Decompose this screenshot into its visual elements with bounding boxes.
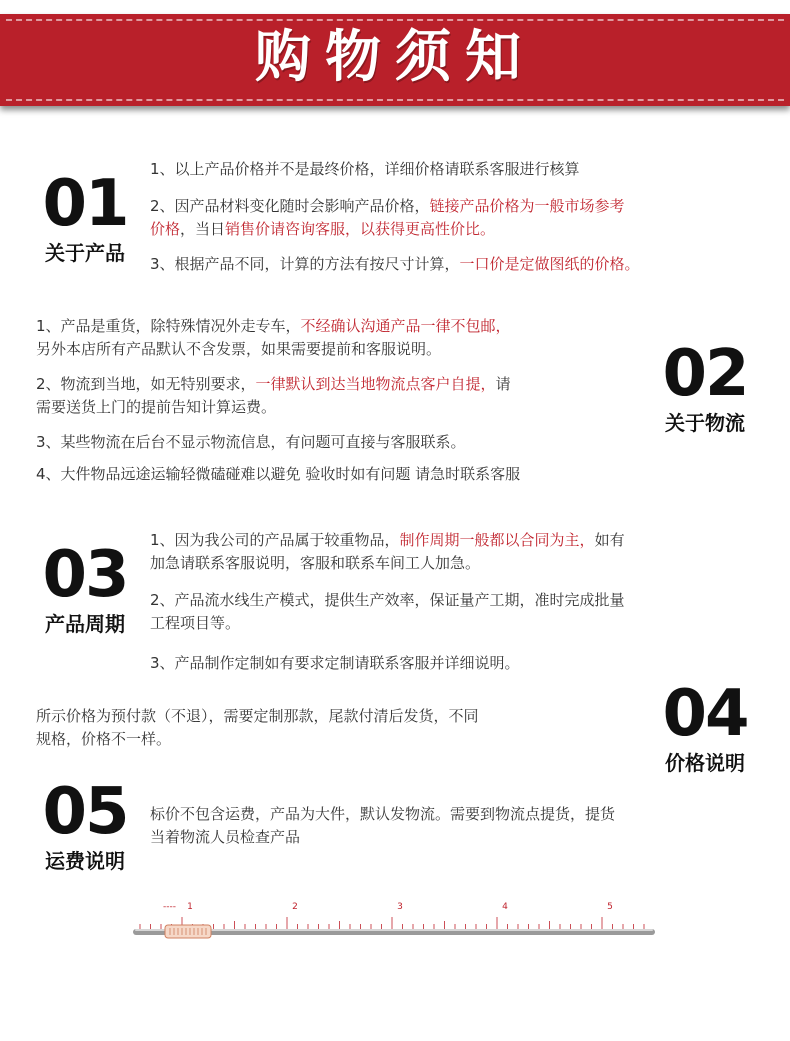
section-02-line-6	[36, 463, 520, 485]
section-04-heading	[652, 677, 758, 776]
section-number: 01	[42, 167, 128, 241]
body-text: 如有	[594, 531, 625, 549]
ruler-graphic	[0, 888, 790, 948]
highlight-text: 一口价是定做图纸的价格。	[459, 255, 640, 273]
ruler-tick-label: 3	[397, 902, 403, 912]
section-01-line-2	[150, 195, 625, 217]
section-label: 运费说明	[45, 849, 125, 873]
section-label: 关于产品	[45, 241, 125, 265]
section-01-line-4	[150, 253, 640, 275]
ruler-tick-label: 5	[607, 902, 613, 912]
highlight-text: 价格	[150, 220, 181, 238]
body-text: 加急请联系客服说明，客服和联系车间工人加急。	[150, 554, 481, 572]
section-label: 关于物流	[665, 411, 745, 435]
section-02-line-4	[36, 396, 276, 418]
body-text: 1、因为我公司的产品属于较重物品，	[150, 531, 400, 549]
body-text: ，当日	[180, 220, 226, 238]
ruler-tick-label: 4	[502, 902, 508, 912]
ruler-slider-handle	[165, 925, 211, 938]
section-04-line-2	[36, 728, 171, 750]
section-number: 02	[662, 337, 748, 411]
ruler-tick-label: 1	[187, 902, 193, 912]
section-05-heading	[32, 775, 138, 874]
section-01-line-3	[150, 218, 495, 240]
highlight-text: 销售价请咨询客服，以获得更高性价比。	[225, 220, 496, 238]
section-02-line-5	[36, 431, 466, 453]
section-number: 03	[42, 538, 128, 612]
body-text: 另外本店所有产品默认不含发票，如果需要提前和客服说明。	[36, 340, 442, 358]
header-banner	[0, 14, 790, 106]
section-number: 05	[42, 775, 128, 849]
ruler-ticks	[140, 917, 644, 929]
section-number: 04	[662, 677, 748, 751]
body-text: 标价不包含运费，产品为大件，默认发物流。需要到物流点提货，提货	[150, 805, 616, 823]
body-text: 3、产品制作定制如有要求定制请联系客服并详细说明。	[150, 654, 520, 672]
highlight-text: 制作周期一般都以合同为主，	[399, 531, 595, 549]
section-01-heading	[32, 167, 138, 266]
highlight-text: 链接产品价格为一般市场参考	[429, 197, 625, 215]
body-text: 3、某些物流在后台不显示物流信息，有问题可直接与客服联系。	[36, 433, 466, 451]
section-02-line-2	[36, 338, 441, 360]
body-text: 1、产品是重货，除特殊情况外走专车，	[36, 317, 301, 335]
section-05-line-1	[150, 803, 615, 825]
body-text: 2、因产品材料变化随时会影响产品价格，	[150, 197, 430, 215]
section-02-line-1	[36, 315, 511, 337]
section-02-line-3	[36, 373, 511, 395]
ruler-tick-label: 2	[292, 902, 298, 912]
section-03-line-1	[150, 529, 625, 551]
body-text: 4、大件物品远途运输轻微磕碰难以避免 验收时如有问题 请急时联系客服	[36, 465, 521, 483]
section-01-line-1	[150, 158, 580, 180]
body-text: 当着物流人员检查产品	[150, 828, 301, 846]
body-text: 规格，价格不一样。	[36, 730, 172, 748]
body-text: 需要送货上门的提前告知计算运费。	[36, 398, 277, 416]
body-text: 工程项目等。	[150, 614, 241, 632]
section-04-line-1	[36, 705, 479, 727]
ruler-tick-labels	[187, 902, 613, 912]
section-03-line-3	[150, 589, 625, 611]
section-03-heading	[32, 538, 138, 637]
page-title: 购物须知	[255, 25, 535, 90]
section-03-line-2	[150, 552, 480, 574]
ruler-dashes-label: ----	[163, 902, 176, 912]
body-text: 2、物流到当地，如无特别要求，	[36, 375, 256, 393]
body-text: 所示价格为预付款（不退），需要定制那款，尾款付清后发货，不同	[36, 707, 479, 725]
section-label: 产品周期	[45, 612, 125, 636]
body-text: 2、产品流水线生产模式，提供生产效率，保证量产工期，准时完成批量	[150, 591, 625, 609]
section-03-line-5	[150, 652, 520, 674]
section-label: 价格说明	[665, 751, 745, 775]
section-05-line-2	[150, 826, 300, 848]
highlight-text: 一律默认到达当地物流点客户自提，	[255, 375, 496, 393]
highlight-text: 不经确认沟通产品一律不包邮，	[300, 317, 511, 335]
body-text: 1、以上产品价格并不是最终价格，详细价格请联系客服进行核算	[150, 160, 580, 178]
section-03-line-4	[150, 612, 240, 634]
section-02-heading	[652, 337, 758, 436]
body-text: 3、根据产品不同，计算的方法有按尺寸计算，	[150, 255, 460, 273]
body-text: 请	[495, 375, 511, 393]
